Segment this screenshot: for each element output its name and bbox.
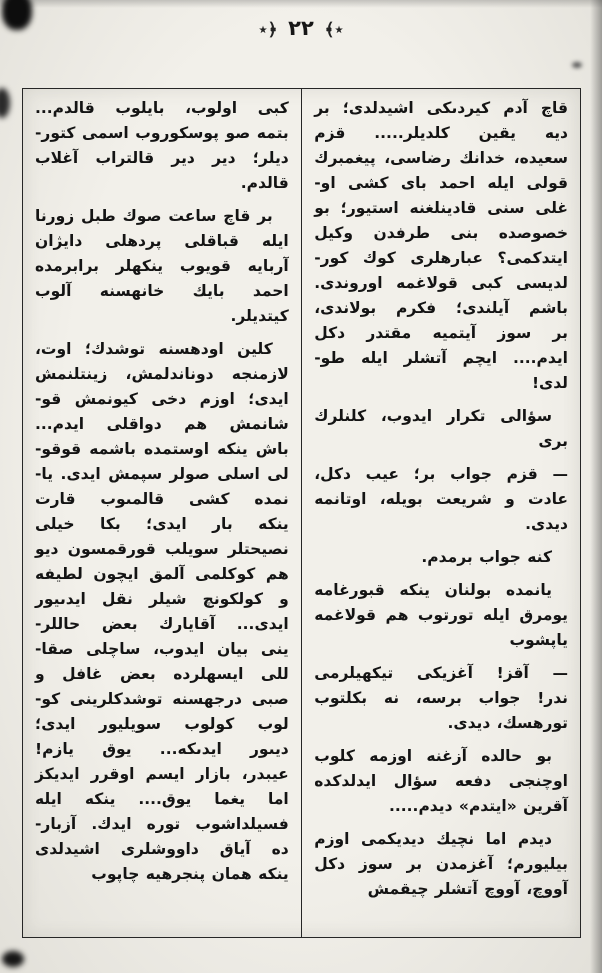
- paragraph: [314, 661, 568, 736]
- text-line: نصيحتلر سويلب قورقمسون ديو: [35, 540, 289, 558]
- text-line: ينكه همان پنجرهيه چاپوب: [91, 865, 289, 883]
- paragraph: [314, 462, 568, 537]
- paragraph: [35, 337, 289, 887]
- text-line: ايدم.... ايچم آتشلر ايله طو-: [314, 349, 568, 367]
- text-line: يومرق ايله تورتوب هم قولاغمه: [314, 606, 568, 624]
- page-number: ٢٢: [288, 16, 314, 40]
- text-line: ديلر؛ دير دير قالتراب آغلاب: [35, 149, 289, 167]
- text-line: بتمه صو پوسكوروب اسمى كتور-: [35, 124, 289, 142]
- text-line: ايدى؛ اوزم دخى كيونمش قو-: [35, 390, 289, 408]
- scan-artifact-bottom-left-blob: [2, 951, 24, 967]
- text-line: سعيده، خدانك رضاسى، پيغمبرك: [314, 149, 568, 167]
- text-line: هم كوكلمى آلمق ايچون لطيفه: [35, 565, 289, 583]
- text-line: لدى!: [531, 374, 568, 392]
- text-line: نمده كشى قالمىوب قارت: [35, 490, 289, 508]
- text-line: لازمنجه دوناندلمش، زينتلنمش: [35, 365, 289, 383]
- paragraph: [314, 545, 568, 570]
- text-line: لى اسلى صولر سپمش ايدى. يا-: [35, 465, 289, 483]
- text-line: يانمده بولنان ينكه قبورغامه: [314, 581, 552, 599]
- text-line: باشم آيلندى؛ فكرم بولاندى،: [314, 299, 568, 317]
- paragraph: [314, 578, 568, 653]
- text-line: باش ينكه اوستمده باشمه قوقو-: [35, 440, 289, 458]
- text-line: اما يغما يوق.... ينكه ايله: [35, 790, 289, 808]
- text-line: — قزم جواب بر؛ عيب دكل،: [314, 465, 568, 483]
- column-divider-rule: [301, 89, 303, 937]
- text-line: بو حالده آزغنه اوزمه كلوب: [314, 747, 552, 765]
- text-line: ديدى.: [525, 515, 568, 533]
- text-line: عادت و شريعت بويله، اوتانمه: [314, 490, 568, 508]
- text-line: فسيلداشوب توره ايدك. آزبار-: [35, 815, 289, 833]
- text-line: للى ايسهلرده بعض غافل و: [35, 665, 289, 683]
- text-line: قالدم.: [240, 174, 289, 192]
- text-line: احمد بايك خانهسنه آلوب: [35, 282, 289, 300]
- text-line: و كولكونچ شيلر نقل ايدىيور: [35, 590, 289, 608]
- scan-artifact-left-edge-mark: [0, 88, 10, 118]
- text-line: كبى اولوب، بايلوب قالدم...: [35, 99, 289, 117]
- text-line: شانمش هم دواقلى ايدم...: [35, 415, 289, 433]
- text-line: ايدى... آقايارك بعض حاللر-: [35, 615, 289, 633]
- text-line: قاچ آدم كيردىكى اشيدلدى؛ بر: [314, 99, 568, 117]
- text-line: ديدم اما نچيك ديديكمى اوزم: [314, 830, 552, 848]
- page-header: [0, 16, 602, 40]
- text-line: عيبدر، بازار ايسم اوقرر ايديكز: [35, 765, 289, 783]
- text-line: ديه يقين كلديلر..... قزم: [314, 124, 568, 142]
- text-line: ده آياق داووشلرى اشيدلدى: [35, 840, 289, 858]
- column-left: [23, 89, 301, 937]
- text-line: ايله قباقلى پردهلى دايژان: [35, 232, 289, 250]
- text-line: ديىور ايدىكه... يوق يازم!: [35, 740, 289, 758]
- text-line: كيتديلر.: [230, 307, 289, 325]
- scan-artifact-right-edge-shadow: [590, 0, 602, 973]
- header-ornament-right: ٭﴾: [324, 20, 344, 40]
- text-line: — آقز! آغزيكى تيكهيلرمى: [314, 664, 568, 682]
- text-line: بر سوز آيتميه مقتدر دكل: [314, 324, 568, 342]
- text-line: آربايه قويوب ينكهلر برابرمده: [35, 257, 289, 275]
- text-line: سؤالى تكرار ايدوب، كلنلرك: [314, 407, 552, 425]
- text-frame: [22, 88, 581, 938]
- text-line: برى: [538, 432, 568, 450]
- column-right: [302, 89, 580, 937]
- text-line: ينكه بار ايدى؛ بكا خيلى: [35, 515, 289, 533]
- paragraph: [35, 96, 289, 196]
- text-line: بيليورم؛ آغزمدن بر سوز دكل: [314, 855, 568, 873]
- paragraph: [35, 204, 289, 329]
- text-line: لديسى كبى قولاغمه اوروندى.: [314, 274, 568, 292]
- text-line: بر قاچ ساعت صوك طبل زورنا: [35, 207, 273, 225]
- scan-artifact-speck: [572, 62, 582, 68]
- text-line: خصوصده بنى طرفدن وكيل: [314, 224, 568, 242]
- text-line: غلى سنى قادينلغنه استيور؛ بو: [314, 199, 568, 217]
- text-line: ايتدكمى؟ عبارهلرى كوك كور-: [314, 249, 568, 267]
- paragraph: [314, 404, 568, 454]
- text-line: كنه جواب برمدم.: [421, 548, 552, 566]
- text-line: ندر! جواب برسه، نه بكلتوب: [314, 689, 568, 707]
- text-line: آقرين «ايتدم» ديدم.....: [389, 797, 568, 815]
- text-line: صبى درجهسنه توشدكلرينى كو-: [35, 690, 289, 708]
- text-line: قولى ايله احمد باى كشى او-: [314, 174, 568, 192]
- paragraph: [314, 744, 568, 819]
- text-line: آووچ، آووچ آتشلر چيقمش: [367, 880, 568, 898]
- text-line: ياپشوب: [509, 631, 568, 649]
- header-ornament-left: ﴿٭: [258, 20, 278, 40]
- text-line: اوچنجى دفعه سؤال ايدلدكده: [314, 772, 568, 790]
- paragraph: [314, 827, 568, 902]
- text-line: تورهسك، ديدى.: [447, 714, 568, 732]
- text-line: لوب كولوب سويليور ايدى؛: [35, 715, 289, 733]
- text-line: ينى بيان ايدوب، ساچلى صقا-: [35, 640, 289, 658]
- scan-artifact-top-edge: [0, 0, 602, 8]
- text-line: كلين اودهسنه توشدك؛ اوت،: [35, 340, 273, 358]
- paragraph: [314, 96, 568, 396]
